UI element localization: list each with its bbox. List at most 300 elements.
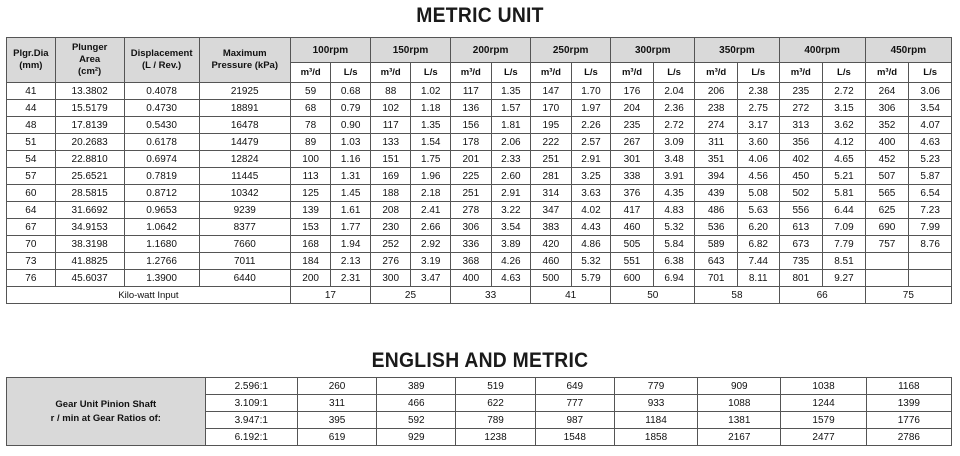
kilowatt-value: 75 [865, 287, 951, 304]
table-cell: 1399 [866, 395, 951, 412]
table-cell: 6.44 [823, 202, 866, 219]
rpm-header: 400rpm [779, 38, 865, 63]
table-cell: 1.61 [331, 202, 371, 219]
table-cell [865, 270, 909, 287]
table-cell: 389 [377, 378, 456, 395]
unit-m3d-header: m³/d [695, 63, 738, 83]
max-pressure-header-line2: Pressure (kPa) [211, 60, 278, 71]
table-cell: 54 [7, 151, 56, 168]
table-cell: 22.8810 [55, 151, 124, 168]
table-cell: 592 [377, 412, 456, 429]
table-cell: 3.22 [491, 202, 531, 219]
table-cell: 536 [695, 219, 738, 236]
unit-m3d-header: m³/d [370, 63, 411, 83]
rpm-header: 300rpm [611, 38, 695, 63]
table-cell: 8.51 [823, 253, 866, 270]
table-cell: 2.18 [411, 185, 451, 202]
table-cell: 7.79 [823, 236, 866, 253]
table-cell: 3.63 [571, 185, 611, 202]
table-cell: 6.94 [653, 270, 695, 287]
table-cell: 89 [290, 134, 331, 151]
table-cell: 57 [7, 168, 56, 185]
table-cell: 486 [695, 202, 738, 219]
table-cell: 12824 [199, 151, 290, 168]
table-cell: 1.81 [491, 117, 531, 134]
table-cell: 1.3900 [124, 270, 199, 287]
table-cell: 73 [7, 253, 56, 270]
table-cell: 4.35 [653, 185, 695, 202]
table-cell: 5.32 [653, 219, 695, 236]
table-cell: 0.8712 [124, 185, 199, 202]
table-row [7, 378, 952, 395]
table-cell: 1.31 [331, 168, 371, 185]
table-cell: 351 [695, 151, 738, 168]
table-cell: 264 [865, 83, 909, 100]
table-cell: 1.45 [331, 185, 371, 202]
table-cell: 222 [531, 134, 572, 151]
metric-unit-title: METRIC UNIT [416, 4, 544, 27]
table-cell: 25.6521 [55, 168, 124, 185]
table-cell: 0.7819 [124, 168, 199, 185]
table-cell: 5.32 [571, 253, 611, 270]
table-cell: 6440 [199, 270, 290, 287]
table-cell: 701 [695, 270, 738, 287]
table-cell: 3.62 [823, 117, 866, 134]
gear-ratio-cell: 2.596:1 [205, 378, 297, 395]
kilowatt-value: 66 [779, 287, 865, 304]
table-cell: 600 [611, 270, 654, 287]
unit-ls-header: L/s [491, 63, 531, 83]
table-cell: 8377 [199, 219, 290, 236]
table-cell: 156 [451, 117, 492, 134]
table-cell: 230 [370, 219, 411, 236]
table-cell: 3.09 [653, 134, 695, 151]
table-cell: 368 [451, 253, 492, 270]
table-cell: 6.38 [653, 253, 695, 270]
table-cell: 1.57 [491, 100, 531, 117]
unit-ls-header: L/s [653, 63, 695, 83]
table-cell: 0.9653 [124, 202, 199, 219]
table-cell: 402 [779, 151, 823, 168]
table-cell: 0.4730 [124, 100, 199, 117]
table-cell: 4.83 [653, 202, 695, 219]
table-cell: 789 [456, 412, 535, 429]
table-cell: 3.60 [737, 134, 779, 151]
table-cell: 2.06 [491, 134, 531, 151]
displacement-header-line2: (L / Rev.) [141, 60, 182, 71]
kilowatt-row [7, 287, 952, 304]
table-cell: 68 [290, 100, 331, 117]
table-cell: 2.41 [411, 202, 451, 219]
table-cell: 301 [611, 151, 654, 168]
table-cell: 153 [290, 219, 331, 236]
kilowatt-value: 41 [531, 287, 611, 304]
unit-m3d-header: m³/d [290, 63, 331, 83]
table-cell: 4.43 [571, 219, 611, 236]
table-cell: 225 [451, 168, 492, 185]
table-cell: 281 [531, 168, 572, 185]
table-cell: 136 [451, 100, 492, 117]
table-cell: 3.47 [411, 270, 451, 287]
max-pressure-header [199, 38, 290, 83]
table-cell: 336 [451, 236, 492, 253]
table-cell: 147 [531, 83, 572, 100]
table-row [7, 236, 952, 253]
unit-m3d-header: m³/d [779, 63, 823, 83]
unit-m3d-header: m³/d [451, 63, 492, 83]
table-cell: 0.6974 [124, 151, 199, 168]
table-cell: 67 [7, 219, 56, 236]
table-cell: 4.02 [571, 202, 611, 219]
table-cell: 34.9153 [55, 219, 124, 236]
table-cell: 48 [7, 117, 56, 134]
rpm-header: 150rpm [370, 38, 450, 63]
table-cell: 251 [451, 185, 492, 202]
table-row [7, 270, 952, 287]
table-row [7, 100, 952, 117]
gear-ratio-cell: 6.192:1 [205, 429, 297, 446]
table-cell: 2.26 [571, 117, 611, 134]
table-cell: 622 [456, 395, 535, 412]
table-cell: 314 [531, 185, 572, 202]
kilowatt-value: 17 [290, 287, 370, 304]
unit-m3d-header: m³/d [611, 63, 654, 83]
table-cell: 690 [865, 219, 909, 236]
kilowatt-value: 50 [611, 287, 695, 304]
table-cell: 777 [535, 395, 614, 412]
table-cell: 3.06 [909, 83, 952, 100]
table-cell: 5.21 [823, 168, 866, 185]
table-cell: 2.04 [653, 83, 695, 100]
table-cell: 200 [290, 270, 331, 287]
table-cell: 1.03 [331, 134, 371, 151]
table-cell: 176 [611, 83, 654, 100]
table-cell: 460 [611, 219, 654, 236]
table-cell: 151 [370, 151, 411, 168]
table-cell: 551 [611, 253, 654, 270]
table-cell: 3.54 [909, 100, 952, 117]
table-cell: 589 [695, 236, 738, 253]
table-cell: 117 [451, 83, 492, 100]
table-cell: 70 [7, 236, 56, 253]
table-cell: 2.33 [491, 151, 531, 168]
table-cell: 502 [779, 185, 823, 202]
table-cell: 78 [290, 117, 331, 134]
table-cell: 1.54 [411, 134, 451, 151]
table-cell: 10342 [199, 185, 290, 202]
table-cell: 274 [695, 117, 738, 134]
table-cell: 452 [865, 151, 909, 168]
table-cell: 2.57 [571, 134, 611, 151]
unit-ls-header: L/s [331, 63, 371, 83]
table-cell: 9.27 [823, 270, 866, 287]
table-cell: 313 [779, 117, 823, 134]
table-cell: 31.6692 [55, 202, 124, 219]
table-cell: 519 [456, 378, 535, 395]
table-cell: 2.13 [331, 253, 371, 270]
table-cell: 113 [290, 168, 331, 185]
table-cell: 13.3802 [55, 83, 124, 100]
table-cell: 18891 [199, 100, 290, 117]
table-cell: 28.5815 [55, 185, 124, 202]
rpm-header: 200rpm [451, 38, 531, 63]
table-cell: 60 [7, 185, 56, 202]
table-cell: 613 [779, 219, 823, 236]
table-cell: 4.06 [737, 151, 779, 168]
table-cell: 20.2683 [55, 134, 124, 151]
table-cell: 1.75 [411, 151, 451, 168]
table-cell: 4.63 [909, 134, 952, 151]
table-cell: 7.23 [909, 202, 952, 219]
table-cell: 125 [290, 185, 331, 202]
table-cell: 3.25 [571, 168, 611, 185]
table-cell: 195 [531, 117, 572, 134]
unit-ls-header: L/s [823, 63, 866, 83]
table-cell: 507 [865, 168, 909, 185]
table-cell: 102 [370, 100, 411, 117]
table-cell: 2786 [866, 429, 951, 446]
table-cell: 306 [865, 100, 909, 117]
table-cell: 1579 [781, 412, 866, 429]
unit-ls-header: L/s [571, 63, 611, 83]
table-cell: 0.6178 [124, 134, 199, 151]
plunger-area-header [55, 38, 124, 83]
table-cell: 139 [290, 202, 331, 219]
table-cell: 3.19 [411, 253, 451, 270]
table-cell: 2.91 [491, 185, 531, 202]
rpm-header: 350rpm [695, 38, 779, 63]
table-cell: 178 [451, 134, 492, 151]
table-cell: 5.23 [909, 151, 952, 168]
plunger-area-header-line2: Area [79, 54, 101, 65]
table-cell: 6.54 [909, 185, 952, 202]
table-cell: 235 [779, 83, 823, 100]
table-cell: 76 [7, 270, 56, 287]
table-cell: 267 [611, 134, 654, 151]
displacement-header-line1: Displacement [130, 48, 193, 59]
table-cell: 466 [377, 395, 456, 412]
table-cell: 2.91 [571, 151, 611, 168]
table-cell: 779 [614, 378, 697, 395]
table-cell: 1776 [866, 412, 951, 429]
table-cell: 3.48 [653, 151, 695, 168]
table-row [7, 219, 952, 236]
table-cell: 1038 [781, 378, 866, 395]
table-cell: 1.0642 [124, 219, 199, 236]
table-cell: 395 [297, 412, 376, 429]
table-cell: 251 [531, 151, 572, 168]
table-cell: 8.76 [909, 236, 952, 253]
table-cell: 2.60 [491, 168, 531, 185]
table-cell: 276 [370, 253, 411, 270]
table-cell: 2.72 [823, 83, 866, 100]
table-cell: 1548 [535, 429, 614, 446]
table-cell: 16478 [199, 117, 290, 134]
table-row [7, 202, 952, 219]
table-cell: 4.26 [491, 253, 531, 270]
kilowatt-value: 33 [451, 287, 531, 304]
metric-unit-table [6, 37, 952, 304]
table-cell: 1.1680 [124, 236, 199, 253]
table-cell: 169 [370, 168, 411, 185]
table-cell: 735 [779, 253, 823, 270]
table-cell: 2.36 [653, 100, 695, 117]
table-cell: 3.17 [737, 117, 779, 134]
table-cell: 909 [698, 378, 781, 395]
table-cell: 7660 [199, 236, 290, 253]
table-cell: 272 [779, 100, 823, 117]
table-cell: 168 [290, 236, 331, 253]
table-cell: 801 [779, 270, 823, 287]
table-cell: 0.4078 [124, 83, 199, 100]
plgr-dia-header-line2: (mm) [19, 60, 43, 71]
table-cell: 7.99 [909, 219, 952, 236]
table-cell: 6.20 [737, 219, 779, 236]
table-cell: 1088 [698, 395, 781, 412]
table-cell: 11445 [199, 168, 290, 185]
table-cell: 2167 [698, 429, 781, 446]
table-cell: 15.5179 [55, 100, 124, 117]
kilowatt-value: 25 [370, 287, 450, 304]
table-cell: 45.6037 [55, 270, 124, 287]
table-cell: 505 [611, 236, 654, 253]
gear-ratio-label-line2: r / min at Gear Ratios of: [50, 412, 161, 424]
table-cell: 6.82 [737, 236, 779, 253]
table-cell: 649 [535, 378, 614, 395]
kilowatt-label: Kilo-watt Input [7, 287, 291, 304]
table-cell [865, 253, 909, 270]
table-cell: 4.07 [909, 117, 952, 134]
table-cell: 3.54 [491, 219, 531, 236]
table-row [7, 185, 952, 202]
table-cell: 4.86 [571, 236, 611, 253]
table-cell: 21925 [199, 83, 290, 100]
english-metric-title: ENGLISH AND METRIC [371, 349, 589, 372]
unit-ls-header: L/s [737, 63, 779, 83]
table-cell: 1.2766 [124, 253, 199, 270]
table-cell: 417 [611, 202, 654, 219]
table-cell: 356 [779, 134, 823, 151]
table-cell: 208 [370, 202, 411, 219]
plgr-dia-header-line1: Plgr.Dia [13, 48, 49, 59]
table-cell: 117 [370, 117, 411, 134]
table-cell: 9239 [199, 202, 290, 219]
table-cell [909, 253, 952, 270]
table-cell: 400 [451, 270, 492, 287]
table-cell: 1244 [781, 395, 866, 412]
table-cell: 64 [7, 202, 56, 219]
unit-ls-header: L/s [909, 63, 952, 83]
table-cell: 2.72 [653, 117, 695, 134]
table-cell: 0.68 [331, 83, 371, 100]
table-cell: 500 [531, 270, 572, 287]
table-cell [909, 270, 952, 287]
table-row [7, 117, 952, 134]
plgr-dia-header [7, 38, 56, 83]
table-cell: 0.79 [331, 100, 371, 117]
table-cell: 201 [451, 151, 492, 168]
table-cell: 5.79 [571, 270, 611, 287]
table-cell: 2.38 [737, 83, 779, 100]
table-cell: 565 [865, 185, 909, 202]
table-cell: 383 [531, 219, 572, 236]
kilowatt-value: 58 [695, 287, 779, 304]
table-cell: 1184 [614, 412, 697, 429]
table-cell: 1168 [866, 378, 951, 395]
table-cell: 1.02 [411, 83, 451, 100]
table-cell: 347 [531, 202, 572, 219]
table-cell: 0.90 [331, 117, 371, 134]
gear-ratio-cell: 3.947:1 [205, 412, 297, 429]
table-cell: 278 [451, 202, 492, 219]
table-cell: 5.08 [737, 185, 779, 202]
table-cell: 2.75 [737, 100, 779, 117]
gear-ratio-cell: 3.109:1 [205, 395, 297, 412]
table-cell: 1.97 [571, 100, 611, 117]
table-cell: 2477 [781, 429, 866, 446]
table-row [7, 151, 952, 168]
table-cell: 7.44 [737, 253, 779, 270]
table-cell: 235 [611, 117, 654, 134]
table-cell: 394 [695, 168, 738, 185]
table-cell: 1.18 [411, 100, 451, 117]
table-cell: 1.77 [331, 219, 371, 236]
table-cell: 3.89 [491, 236, 531, 253]
table-cell: 17.8139 [55, 117, 124, 134]
table-cell: 987 [535, 412, 614, 429]
table-cell: 439 [695, 185, 738, 202]
table-cell: 133 [370, 134, 411, 151]
table-cell: 44 [7, 100, 56, 117]
displacement-header [124, 38, 199, 83]
table-cell: 376 [611, 185, 654, 202]
table-cell: 260 [297, 378, 376, 395]
table-row [7, 134, 952, 151]
table-cell: 311 [695, 134, 738, 151]
table-cell: 51 [7, 134, 56, 151]
table-cell: 3.91 [653, 168, 695, 185]
table-cell: 3.15 [823, 100, 866, 117]
table-cell: 184 [290, 253, 331, 270]
table-cell: 619 [297, 429, 376, 446]
table-cell: 311 [297, 395, 376, 412]
table-cell: 14479 [199, 134, 290, 151]
unit-m3d-header: m³/d [531, 63, 572, 83]
rpm-header: 250rpm [531, 38, 611, 63]
max-pressure-header-line1: Maximum [222, 48, 267, 59]
table-cell: 338 [611, 168, 654, 185]
table-cell: 5.63 [737, 202, 779, 219]
table-cell: 1.70 [571, 83, 611, 100]
table-cell: 59 [290, 83, 331, 100]
table-cell: 7011 [199, 253, 290, 270]
table-cell: 7.09 [823, 219, 866, 236]
table-cell: 41 [7, 83, 56, 100]
table-cell: 1858 [614, 429, 697, 446]
table-cell: 2.31 [331, 270, 371, 287]
table-cell: 1381 [698, 412, 781, 429]
table-row [7, 253, 952, 270]
table-cell: 306 [451, 219, 492, 236]
table-cell: 41.8825 [55, 253, 124, 270]
gear-ratio-label-line1: Gear Unit Pinion Shaft [55, 398, 157, 410]
table-cell: 100 [290, 151, 331, 168]
table-cell: 1.16 [331, 151, 371, 168]
table-cell: 757 [865, 236, 909, 253]
table-cell: 556 [779, 202, 823, 219]
table-cell: 1238 [456, 429, 535, 446]
table-cell: 170 [531, 100, 572, 117]
